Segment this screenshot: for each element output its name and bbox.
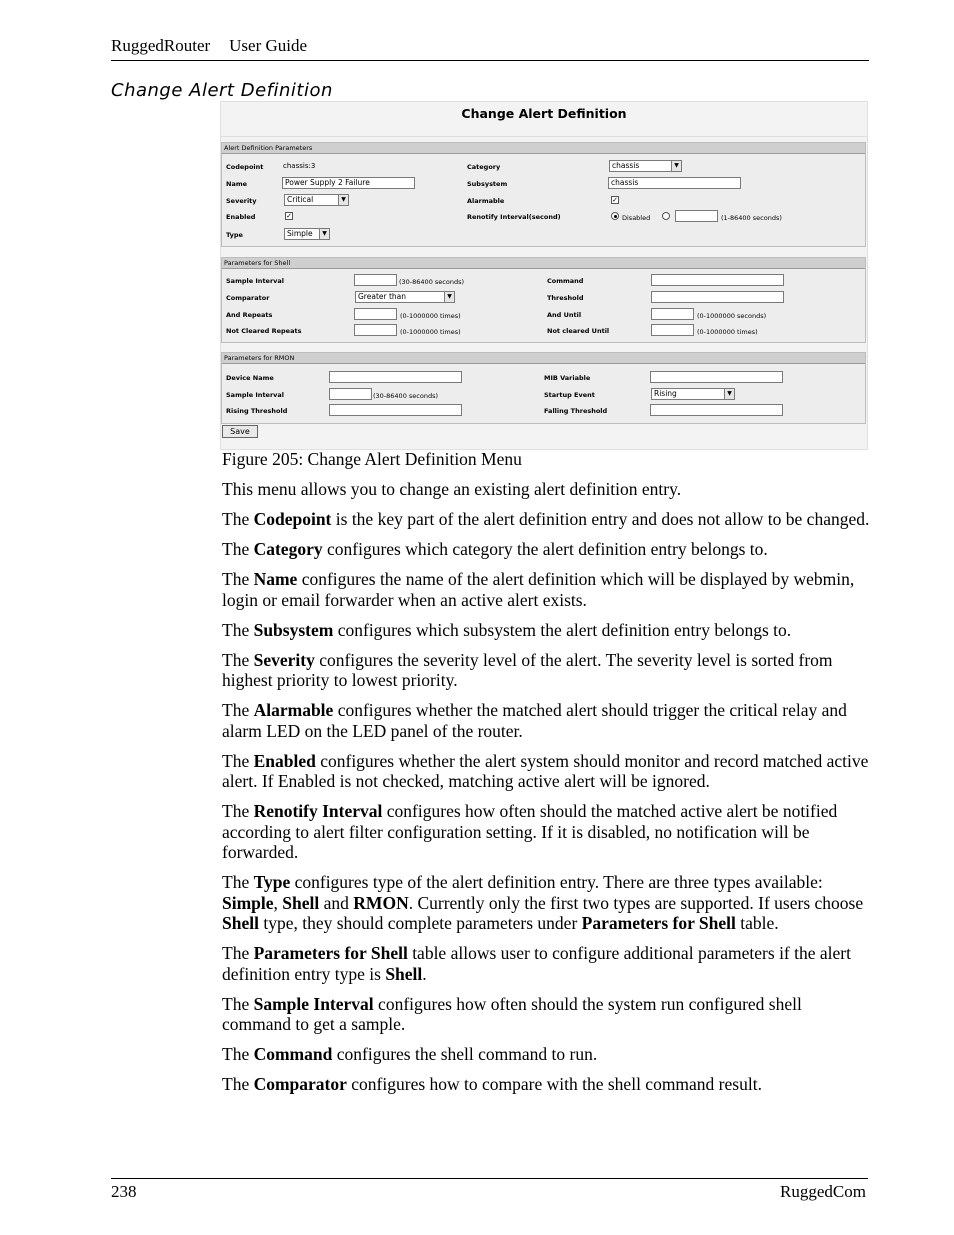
alarmable-label: Alarmable bbox=[467, 197, 505, 205]
paragraph: The Type configures type of the alert definition entry. There are three types available: Simple, Shell and RMON. Currently only the first two types are supported. If users choose Shell type, they should complete parameters under Parameters for Shell table. bbox=[222, 872, 864, 933]
rmon-sample-interval-hint: (30-86400 seconds) bbox=[373, 392, 438, 400]
alert-params-heading: Alert Definition Parameters bbox=[222, 143, 865, 154]
comparator-select[interactable] bbox=[355, 291, 455, 303]
chevron-down-icon: ▼ bbox=[444, 292, 454, 302]
command-input[interactable] bbox=[651, 274, 784, 286]
paragraph: The Subsystem configures which subsystem the alert definition entry belongs to. bbox=[222, 619, 792, 640]
device-name-label: Device Name bbox=[226, 374, 274, 382]
rmon-sample-interval-label: Sample Interval bbox=[226, 391, 285, 399]
alert-params-panel bbox=[221, 142, 866, 247]
renotify-disabled-radio[interactable] bbox=[611, 212, 619, 220]
not-cleared-repeats-input[interactable] bbox=[354, 324, 397, 336]
screenshot-title: Change Alert Definition bbox=[461, 106, 627, 121]
paragraph: The Codepoint is the key part of the alert definition entry and does not allow to be changed. bbox=[222, 509, 870, 529]
mib-variable-input[interactable] bbox=[650, 371, 783, 383]
startup-event-value: Rising bbox=[654, 389, 677, 398]
renotify-interval-radio[interactable] bbox=[662, 212, 670, 220]
rising-threshold-input[interactable] bbox=[329, 404, 462, 416]
severity-value: Critical bbox=[287, 195, 314, 204]
page-footer bbox=[111, 1178, 868, 1202]
and-repeats-input[interactable] bbox=[354, 308, 397, 320]
threshold-input[interactable] bbox=[651, 291, 784, 303]
chevron-down-icon: ▼ bbox=[319, 229, 329, 239]
paragraph: The Enabled configures whether the alert system should monitor and record matched active alert. If Enabled is not checked, matching active alert will be ignored. bbox=[222, 750, 869, 791]
rmon-params-heading: Parameters for RMON bbox=[222, 353, 865, 364]
type-value: Simple bbox=[287, 229, 313, 238]
category-value: chassis bbox=[612, 161, 640, 170]
section-title: Change Alert Definition bbox=[111, 80, 333, 101]
not-cleared-repeats-label: Not Cleared Repeats bbox=[226, 327, 302, 335]
category-select[interactable] bbox=[609, 160, 682, 172]
sample-interval-label: Sample Interval bbox=[226, 277, 285, 285]
renotify-disabled-label: Disabled bbox=[622, 214, 651, 222]
and-until-input[interactable] bbox=[651, 308, 694, 320]
severity-select[interactable] bbox=[284, 194, 349, 206]
and-until-hint: (0-1000000 seconds) bbox=[697, 312, 767, 320]
figure-caption: Figure 205: Change Alert Definition Menu bbox=[222, 449, 522, 469]
paragraph: The Sample Interval configures how often should the system run configured shell command to get a sample. bbox=[222, 993, 802, 1034]
name-label: Name bbox=[226, 180, 248, 188]
renotify-label: Renotify Interval(second) bbox=[467, 213, 561, 221]
save-button[interactable]: Save bbox=[222, 425, 258, 438]
not-cleared-until-input[interactable] bbox=[651, 324, 694, 336]
paragraph: This menu allows you to change an existing alert definition entry. bbox=[222, 479, 682, 499]
renotify-interval-input[interactable] bbox=[675, 210, 718, 222]
shell-params-panel bbox=[221, 257, 866, 343]
device-name-input[interactable] bbox=[329, 371, 462, 383]
paragraph: The Category configures which category the alert definition entry belongs to. bbox=[222, 539, 768, 559]
enabled-label: Enabled bbox=[226, 213, 256, 221]
not-cleared-until-label: Not cleared Until bbox=[547, 327, 610, 335]
shell-params-heading: Parameters for Shell bbox=[222, 258, 865, 269]
command-label: Command bbox=[547, 277, 584, 285]
paragraph: The Command configures the shell command to run. bbox=[222, 1044, 598, 1064]
chevron-down-icon: ▼ bbox=[338, 195, 348, 205]
page-header bbox=[111, 36, 869, 61]
screenshot-panel bbox=[220, 101, 868, 450]
not-cleared-until-hint: (0-1000000 times) bbox=[697, 328, 758, 336]
threshold-label: Threshold bbox=[547, 294, 584, 302]
body-text bbox=[222, 479, 872, 1104]
page-number: 238 bbox=[111, 1182, 137, 1201]
paragraph: The Renotify Interval configures how often should the matched active alert be notified according to alert filter configuration setting. If it is disabled, no notification will be forwarded. bbox=[222, 801, 838, 862]
divider bbox=[221, 136, 867, 137]
subsystem-label: Subsystem bbox=[467, 180, 508, 188]
mib-variable-label: MIB Variable bbox=[544, 374, 591, 382]
comparator-value: Greater than bbox=[358, 292, 407, 301]
falling-threshold-label: Falling Threshold bbox=[544, 407, 608, 415]
paragraph: The Parameters for Shell table allows user to configure additional parameters if the alert definition entry type is Shell. bbox=[222, 943, 851, 984]
sample-interval-hint: (30-86400 seconds) bbox=[399, 278, 464, 286]
name-input[interactable]: Power Supply 2 Failure bbox=[282, 177, 415, 189]
comparator-label: Comparator bbox=[226, 294, 270, 302]
paragraph: The Comparator configures how to compare with the shell command result. bbox=[222, 1074, 762, 1094]
codepoint-value: chassis:3 bbox=[283, 162, 316, 170]
codepoint-label: Codepoint bbox=[226, 163, 264, 171]
rmon-params-panel bbox=[221, 352, 866, 424]
subsystem-input[interactable]: chassis bbox=[608, 177, 741, 189]
paragraph: The Severity configures the severity level of the alert. The severity level is sorted from highest priority to lowest priority. bbox=[222, 649, 833, 690]
type-label: Type bbox=[226, 231, 243, 239]
and-repeats-label: And Repeats bbox=[226, 311, 273, 319]
footer-company: RuggedCom bbox=[780, 1182, 866, 1201]
startup-event-select[interactable] bbox=[651, 388, 735, 400]
chevron-down-icon: ▼ bbox=[724, 389, 734, 399]
category-label: Category bbox=[467, 163, 501, 171]
and-repeats-hint: (0-1000000 times) bbox=[400, 312, 461, 320]
header-product: RuggedRouter bbox=[111, 36, 211, 55]
paragraph: The Alarmable configures whether the matched alert should trigger the critical relay and alarm LED on the LED panel of the router. bbox=[222, 700, 847, 741]
header-guide: User Guide bbox=[229, 36, 308, 55]
enabled-checkbox[interactable]: ✓ bbox=[286, 212, 292, 220]
not-cleared-repeats-hint: (0-1000000 times) bbox=[400, 328, 461, 336]
rising-threshold-label: Rising Threshold bbox=[226, 407, 288, 415]
rmon-sample-interval-input[interactable] bbox=[329, 388, 372, 400]
chevron-down-icon: ▼ bbox=[671, 161, 681, 171]
renotify-hint: (1-86400 seconds) bbox=[721, 214, 782, 222]
paragraph: The Name configures the name of the alert definition which will be displayed by webmin, login or email forwarder when an active alert exists. bbox=[222, 569, 855, 610]
falling-threshold-input[interactable] bbox=[650, 404, 783, 416]
startup-event-label: Startup Event bbox=[544, 391, 595, 399]
alarmable-checkbox[interactable]: ✓ bbox=[612, 196, 618, 204]
severity-label: Severity bbox=[226, 197, 257, 205]
type-select[interactable] bbox=[284, 228, 330, 240]
and-until-label: And Until bbox=[547, 311, 582, 319]
sample-interval-input[interactable] bbox=[354, 274, 397, 286]
